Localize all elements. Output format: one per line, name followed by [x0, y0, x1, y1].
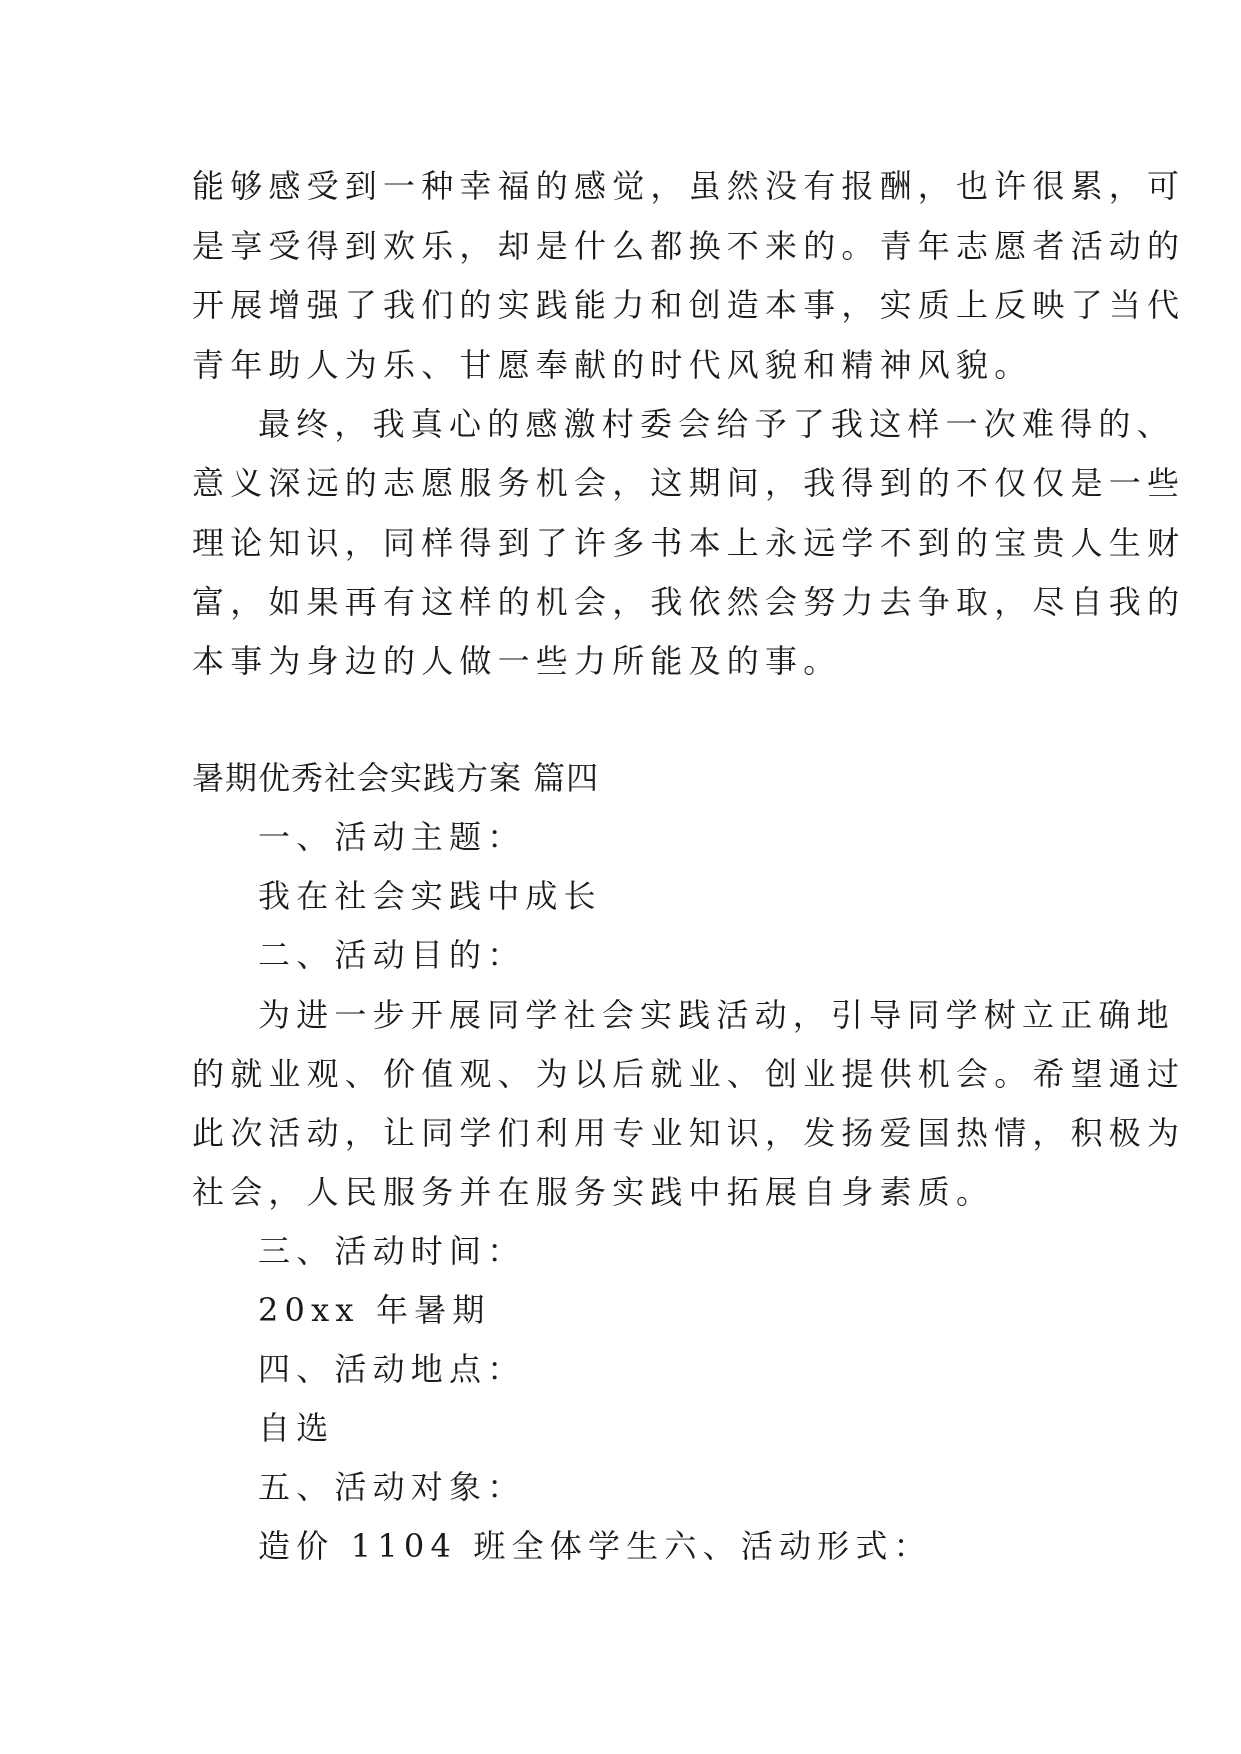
place-label: 四、活动地点： [258, 1350, 526, 1388]
purpose-line-1: 为进一步开展同学社会实践活动，引导同学树立正确地 [258, 996, 1175, 1034]
paragraph-1-line-3: 开展增强了我们的实践能力和创造本事，实质上反映了当代 [192, 286, 1186, 324]
paragraph-1-line-4: 青年助人为乐、甘愿奉献的时代风貌和精神风貌。 [192, 346, 1033, 384]
purpose-line-3: 此次活动，让同学们利用专业知识，发扬爱国热情，积极为 [192, 1114, 1186, 1152]
time-value: 20xx 年暑期 [258, 1291, 491, 1329]
paragraph-2-line-4: 富，如果再有这样的机会，我依然会努力去争取，尽自我的 [192, 583, 1186, 621]
section-title: 暑期优秀社会实践方案 篇四 [192, 759, 600, 797]
place-value: 自选 [258, 1409, 335, 1447]
paragraph-1-line-2: 是享受得到欢乐，却是什么都换不来的。青年志愿者活动的 [192, 227, 1186, 265]
paragraph-2-line-1: 最终，我真心的感激村委会给予了我这样一次难得的、 [258, 405, 1175, 443]
paragraph-2-line-2: 意义深远的志愿服务机会，这期间，我得到的不仅仅是一些 [192, 464, 1186, 502]
purpose-line-4: 社会，人民服务并在服务实践中拓展自身素质。 [192, 1173, 995, 1211]
theme-value: 我在社会实践中成长 [258, 877, 602, 915]
purpose-line-2: 的就业观、价值观、为以后就业、创业提供机会。希望通过 [192, 1055, 1186, 1093]
target-label: 五、活动对象： [258, 1468, 526, 1506]
paragraph-2-line-5: 本事为身边的人做一些力所能及的事。 [192, 642, 842, 680]
paragraph-2-line-3: 理论知识，同样得到了许多书本上永远学不到的宝贵人生财 [192, 524, 1186, 562]
purpose-label: 二、活动目的： [258, 936, 526, 974]
theme-label: 一、活动主题： [258, 818, 526, 856]
time-label: 三、活动时间： [258, 1232, 526, 1270]
target-value: 造价 1104 班全体学生六、活动形式： [258, 1527, 932, 1565]
paragraph-1-line-1: 能够感受到一种幸福的感觉，虽然没有报酬，也许很累，可 [192, 167, 1186, 205]
